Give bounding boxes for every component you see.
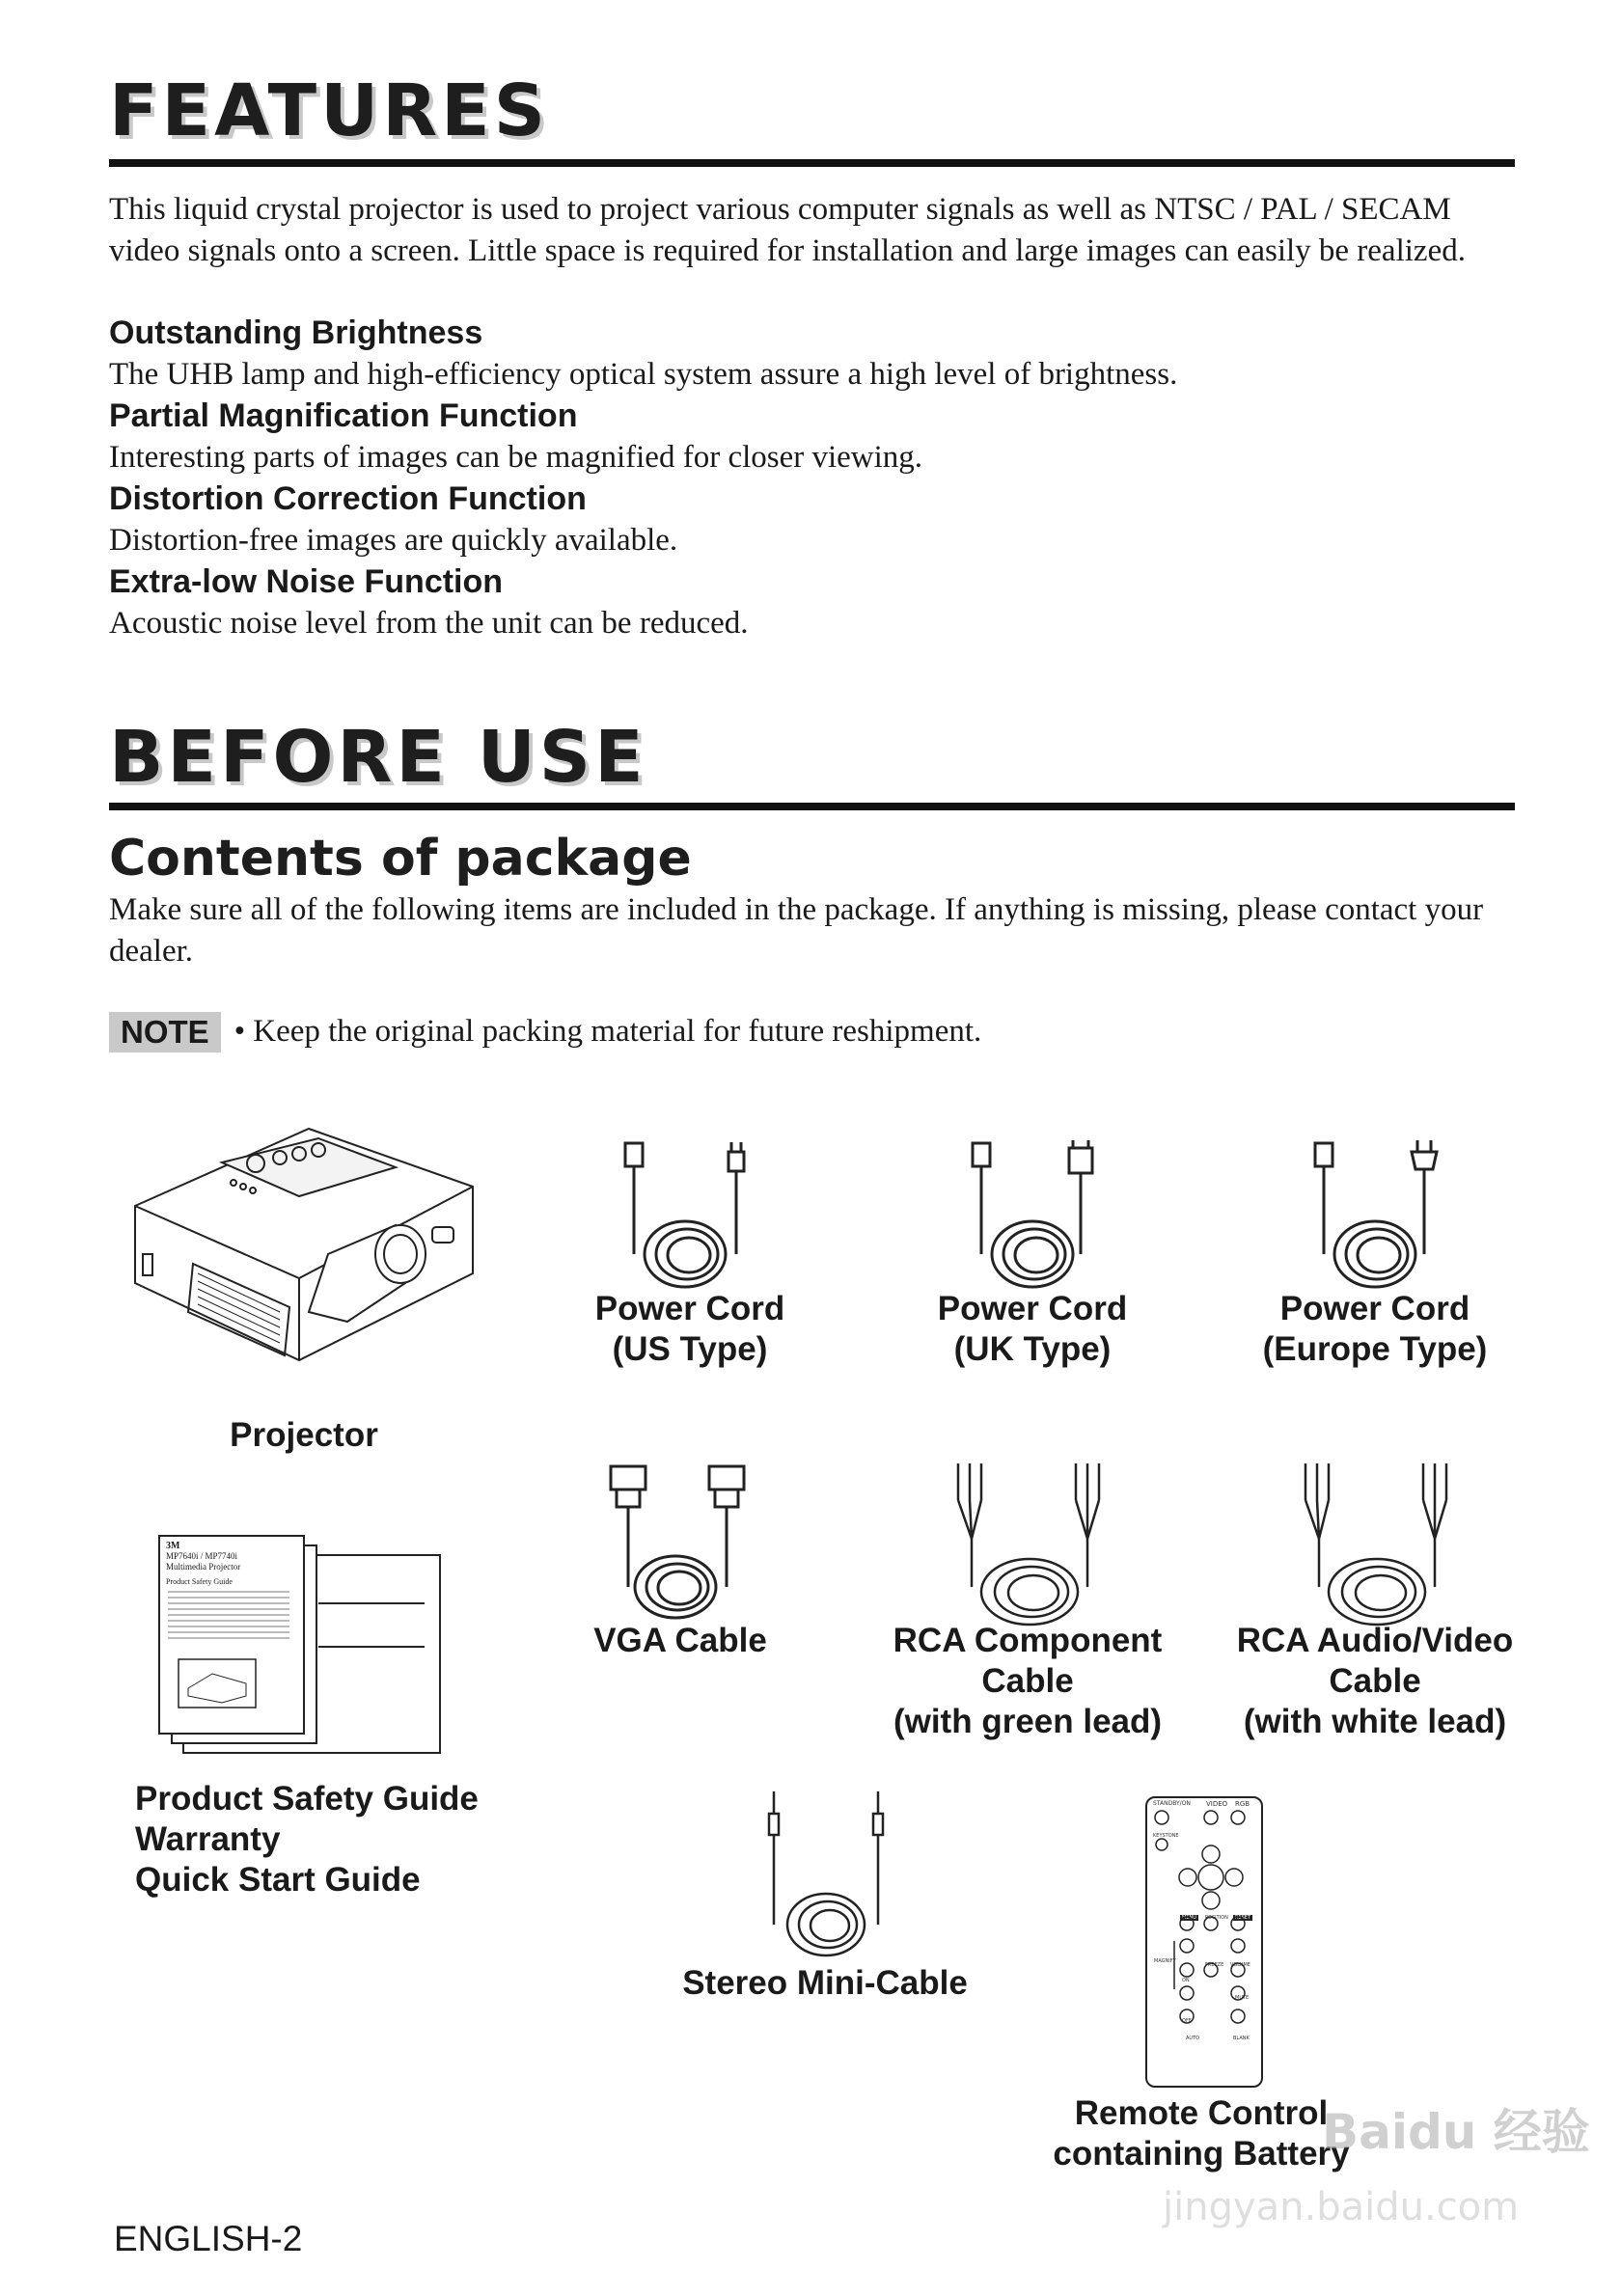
feature-heading: Partial Magnification Function: [109, 397, 578, 434]
remote-mute-label: MUTE: [1235, 1995, 1250, 2001]
rca-component-icon: [950, 1462, 1114, 1630]
rca-av-label: [1216, 1621, 1534, 1742]
note-text: Keep the original packing material for future reshipment.: [253, 1014, 982, 1049]
watermark-logo: Baidu 经验: [1322, 2104, 1590, 2160]
vga-label: VGA Cable: [593, 1622, 767, 1659]
remote-blank-label: BLANK: [1233, 2036, 1250, 2041]
cord-us-line2: (US Type): [612, 1330, 768, 1368]
feature-text: Acoustic noise level from the unit can be reduced.: [109, 606, 749, 641]
power-cord-uk-label: [921, 1289, 1143, 1370]
feature-text: Interesting parts of images can be magnified for closer viewing.: [109, 440, 923, 475]
remote-standby-label: STANDBY/ON: [1153, 1800, 1191, 1807]
remote-auto-label: AUTO: [1186, 2036, 1200, 2041]
rca-av-line2: Cable: [1329, 1662, 1421, 1700]
remote-volume-label: VOLUME: [1230, 1962, 1250, 1968]
features-intro: This liquid crystal projector is used to project various computer signals as well as NTSC / PAL / SECAM video signals onto a screen. Little space is required for installation and large images can easily be realized.: [109, 192, 1466, 268]
before-use-rule: [109, 803, 1515, 810]
feature-heading: Distortion Correction Function: [109, 480, 587, 517]
power-cord-eu-icon: [1307, 1138, 1442, 1293]
watermark-url: jingyan.baidu.com: [1163, 2185, 1520, 2229]
remote-menu-label: MENU: [1182, 1915, 1196, 1921]
vga-cable-icon: [603, 1462, 757, 1626]
power-cord-uk-icon: [965, 1138, 1100, 1293]
booklet-brand: 3M: [166, 1541, 180, 1551]
features-title: FEATURES: [109, 69, 550, 152]
cord-uk-line2: (UK Type): [953, 1330, 1112, 1368]
remote-rgb-label: RGB: [1235, 1800, 1250, 1808]
projector-illustration: [125, 1119, 492, 1389]
remote-on-label: ON: [1182, 1978, 1190, 1983]
rca-component-label: [868, 1621, 1187, 1742]
contents-subtitle: Contents of package: [109, 830, 692, 888]
before-use-title: BEFORE USE: [109, 716, 647, 799]
projector-label: Projector: [230, 1416, 378, 1454]
cord-eu-line1: Power Cord: [1279, 1290, 1470, 1327]
booklet-model: MP7640i / MP7740i: [166, 1551, 238, 1561]
stereo-mini-cable-icon: [762, 1790, 893, 1958]
remote-keystone-label: KEYSTONE: [1153, 1833, 1179, 1839]
docs-line3: Quick Start Guide: [135, 1861, 421, 1899]
feature-text: The UHB lamp and high-efficiency optical system assure a high level of brightness.: [109, 357, 1178, 392]
features-rule: [109, 159, 1515, 167]
remote-line1: Remote Control: [1074, 2094, 1329, 2132]
remote-freeze-label: FREEZE: [1205, 1962, 1224, 1968]
rca-av-line3: (with white lead): [1243, 1703, 1507, 1740]
remote-position-label: POSITION: [1205, 1915, 1228, 1921]
feature-heading: Outstanding Brightness: [109, 314, 483, 351]
rca-component-line1: RCA Component: [893, 1622, 1163, 1659]
note-row: [109, 1011, 981, 1052]
remote-video-label: VIDEO: [1206, 1800, 1228, 1808]
rca-component-line2: Cable: [981, 1662, 1074, 1700]
cord-eu-line2: (Europe Type): [1262, 1330, 1488, 1368]
remote-reset-label: RESET: [1235, 1915, 1251, 1921]
rca-component-line3: (with green lead): [893, 1703, 1163, 1740]
page-number: ENGLISH-2: [114, 2219, 303, 2258]
note-bullet: •: [234, 1014, 246, 1049]
power-cord-us-icon: [618, 1138, 753, 1293]
rca-av-icon: [1298, 1462, 1462, 1630]
power-cord-eu-label: [1250, 1289, 1500, 1370]
features-list: [109, 313, 1498, 644]
contents-intro: Make sure all of the following items are included in the package. If anything is missing, please contact your dealer.: [109, 892, 1484, 969]
remote-buttons: [1145, 1796, 1261, 2086]
remote-off-label: OFF: [1182, 2018, 1192, 2024]
feature-heading: Extra-low Noise Function: [109, 563, 504, 600]
cord-us-line1: Power Cord: [594, 1290, 785, 1327]
docs-line1: Product Safety Guide: [135, 1780, 479, 1818]
note-badge: NOTE: [109, 1012, 221, 1052]
booklet-product: Multimedia Projector: [166, 1562, 241, 1572]
stereo-mini-label: Stereo Mini-Cable: [682, 1964, 968, 2002]
cord-uk-line1: Power Cord: [937, 1290, 1128, 1327]
booklet-text: [166, 1541, 240, 1587]
booklet-doc-title: Product Safety Guide: [166, 1577, 233, 1586]
remote-magnify-label: MAGNIFY: [1154, 1958, 1176, 1964]
docs-line2: Warranty: [135, 1820, 281, 1858]
rca-av-line1: RCA Audio/Video: [1236, 1622, 1514, 1659]
feature-text: Distortion-free images are quickly available.: [109, 523, 678, 558]
documents-label: [135, 1779, 479, 1900]
power-cord-us-label: [579, 1289, 801, 1370]
remote-line2: containing Battery: [1053, 2135, 1350, 2173]
